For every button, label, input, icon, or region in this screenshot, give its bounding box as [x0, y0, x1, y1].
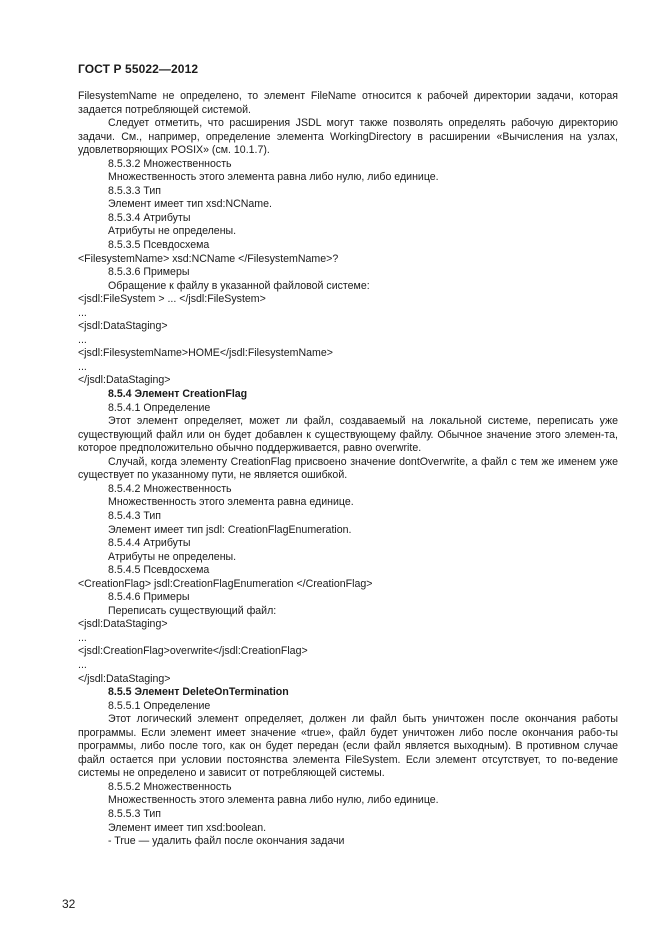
text-line: ... [78, 360, 87, 373]
text-line: Элемент имеет тип xsd:boolean. [108, 821, 267, 834]
text-line: </jsdl:DataStaging> [78, 374, 171, 387]
text-line: Множественность этого элемента равна либо нулю, либо единице. [108, 794, 439, 807]
text-line: <jsdl:FilesystemName>HOME</jsdl:FilesystemName> [78, 347, 333, 360]
text-line: <jsdl:FileSystem > ... </jsdl:FileSystem> [78, 293, 266, 306]
text-line: FilesystemName не определено, то элемент FileName относится к рабочей директории задачи, которая задается потребляющей системой. [78, 90, 618, 116]
text-line: ... [78, 631, 87, 644]
text-line: Элемент имеет тип jsdl: CreationFlagEnumeration. [108, 523, 352, 536]
text-line: ... [78, 306, 87, 319]
text-line: <jsdl:DataStaging> [78, 618, 168, 631]
text-line: 8.5.4.1 Определение [108, 401, 211, 414]
text-line: 8.5.4.6 Примеры [108, 591, 190, 604]
text-line: <jsdl:CreationFlag>overwrite</jsdl:CreationFlag> [78, 645, 308, 658]
text-line: 8.5.4.5 Псевдосхема [108, 564, 210, 577]
text-line: <CreationFlag> jsdl:CreationFlagEnumeration </CreationFlag> [78, 577, 373, 590]
text-line: ... [78, 658, 87, 671]
text-line: <FilesystemName> xsd:NCName </FilesystemName>? [78, 252, 339, 265]
text-line: 8.5.3.5 Псевдосхема [108, 239, 210, 252]
text-line: 8.5.5 Элемент DeleteOnTermination [108, 686, 289, 699]
text-line: Этот логический элемент определяет, должен ли файл быть уничтожен после окончания работы программы. Если элемент имеет значение «true», файл будет уничтожен либо после окончания рабо-ты программы, либо после того, как он будет передан (если файл является выходным). В противном случае файл остается при условии постоянства элемента FileSystem. Если элемент отсутствует, то по-ведение системы не определено и зависит от потребляющей системы. [78, 713, 618, 780]
text-line: Множественность этого элемента равна единице. [108, 496, 354, 509]
text-line: 8.5.3.2 Множественность [108, 157, 232, 170]
text-line: Случай, когда элементу CreationFlag присвоено значение dontOverwrite, а файл с тем же именем уже существует по указанному пути, не является ошибкой. [78, 455, 618, 482]
text-line: Этот элемент определяет, может ли файл, создаваемый на локальной системе, переписать уже существующий файл или он будет добавлен к существующему файлу. Обычное значение этого элемен-та, которое предположительно обычно поддерживается, равно overwrite. [78, 415, 618, 455]
text-line: ... [78, 333, 87, 346]
text-line: Обращение к файлу в указанной файловой системе: [108, 279, 370, 292]
text-line: </jsdl:DataStaging> [78, 672, 171, 685]
text-line: 8.5.4.3 Тип [108, 509, 161, 522]
text-line: 8.5.4.4 Атрибуты [108, 537, 191, 550]
body-text [78, 90, 618, 849]
text-line: Элемент имеет тип xsd:NCName. [108, 198, 272, 211]
text-line: 8.5.3.6 Примеры [108, 266, 190, 279]
standard-header: ГОСТ Р 55022—2012 [78, 62, 199, 76]
text-line: 8.5.4.2 Множественность [108, 482, 232, 495]
text-line: Следует отметить, что расширения JSDL могут также позволять определять рабочую директорию задачи. См., например, определение элемента WorkingDirectory в расширении «Вычисления на узлах, удовлетворяющих POSIX» (см. 10.1.7). [78, 117, 618, 157]
text-line: Атрибуты не определены. [108, 550, 237, 563]
text-line: 8.5.3.4 Атрибуты [108, 211, 191, 224]
text-line: - True — удалить файл после окончания задачи [108, 835, 345, 848]
text-line: Переписать существующий файл: [108, 604, 277, 617]
text-line: 8.5.5.3 Тип [108, 807, 161, 820]
text-line: 8.5.4 Элемент CreationFlag [108, 388, 248, 401]
text-line: <jsdl:DataStaging> [78, 320, 168, 333]
page-number: 32 [62, 897, 76, 911]
text-line: 8.5.3.3 Тип [108, 184, 161, 197]
text-line: Атрибуты не определены. [108, 225, 237, 238]
text-line: Множественность этого элемента равна либо нулю, либо единице. [108, 171, 439, 184]
text-line: 8.5.5.1 Определение [108, 699, 211, 712]
text-line: 8.5.5.2 Множественность [108, 780, 232, 793]
